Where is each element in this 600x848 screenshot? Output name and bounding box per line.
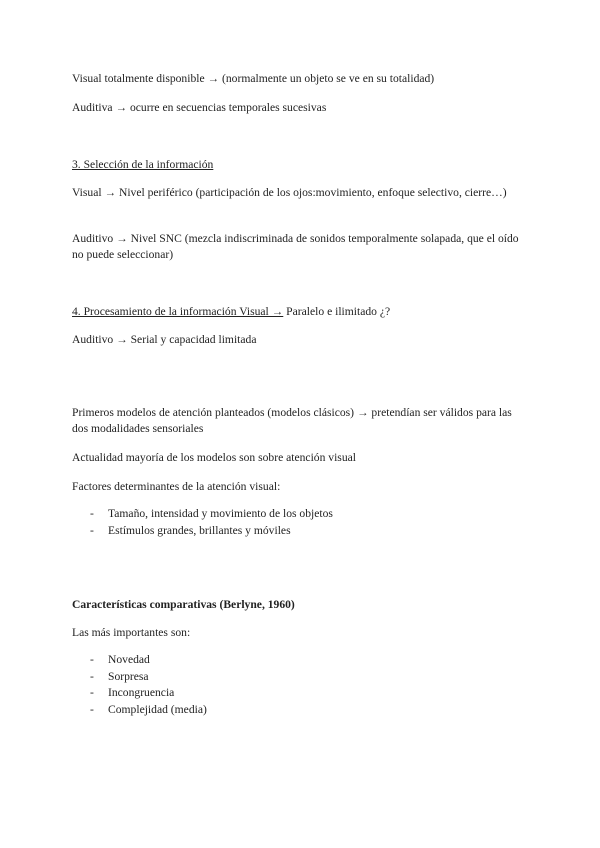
list-item: Complejidad (media) bbox=[108, 703, 207, 716]
factores-paragraph: Factores determinantes de la atención visual: bbox=[72, 480, 281, 493]
list-item: Incongruencia bbox=[108, 686, 175, 699]
section-3-auditivo: Auditivo → Nivel SNC (mezcla indiscriminada de sonidos temporalmente solapada, que el oído no puede seleccionar) bbox=[72, 232, 519, 261]
list-bullet: - bbox=[90, 524, 94, 537]
list-item: Novedad bbox=[108, 653, 150, 666]
berlyne-heading: Características comparativas (Berlyne, 1960) bbox=[72, 598, 295, 611]
section-4-line bbox=[72, 304, 390, 320]
visual-line: Visual totalmente disponible → (normalmente un objeto se ve en su totalidad) bbox=[72, 72, 435, 85]
auditiva-line: Auditiva → ocurre en secuencias temporales sucesivas bbox=[72, 101, 327, 114]
list-bullet: - bbox=[90, 507, 94, 520]
list-item: Tamaño, intensidad y movimiento de los objetos bbox=[108, 507, 333, 520]
section-3-heading: 3. Selección de la información bbox=[72, 158, 214, 171]
modelos-paragraph: Primeros modelos de atención planteados (modelos clásicos) → pretendían ser válidos para las dos modalidades sensoriales bbox=[72, 406, 512, 435]
actualidad-paragraph: Actualidad mayoría de los modelos son sobre atención visual bbox=[72, 451, 356, 464]
section-3-visual: Visual → Nivel periférico (participación de los ojos:movimiento, enfoque selectivo, cierre…) bbox=[72, 186, 507, 199]
list-bullet: - bbox=[90, 686, 94, 699]
list-bullet: - bbox=[90, 703, 94, 716]
section-4-auditivo: Auditivo → Serial y capacidad limitada bbox=[72, 333, 257, 346]
section-4-heading: 4. Procesamiento de la información Visual → bbox=[72, 305, 284, 318]
list-bullet: - bbox=[90, 653, 94, 666]
section-4-visual-rest: Paralelo e ilimitado ¿? bbox=[283, 305, 391, 318]
list-bullet: - bbox=[90, 670, 94, 683]
berlyne-intro: Las más importantes son: bbox=[72, 626, 191, 639]
list-item: Estímulos grandes, brillantes y móviles bbox=[108, 524, 291, 537]
list-item: Sorpresa bbox=[108, 670, 149, 683]
